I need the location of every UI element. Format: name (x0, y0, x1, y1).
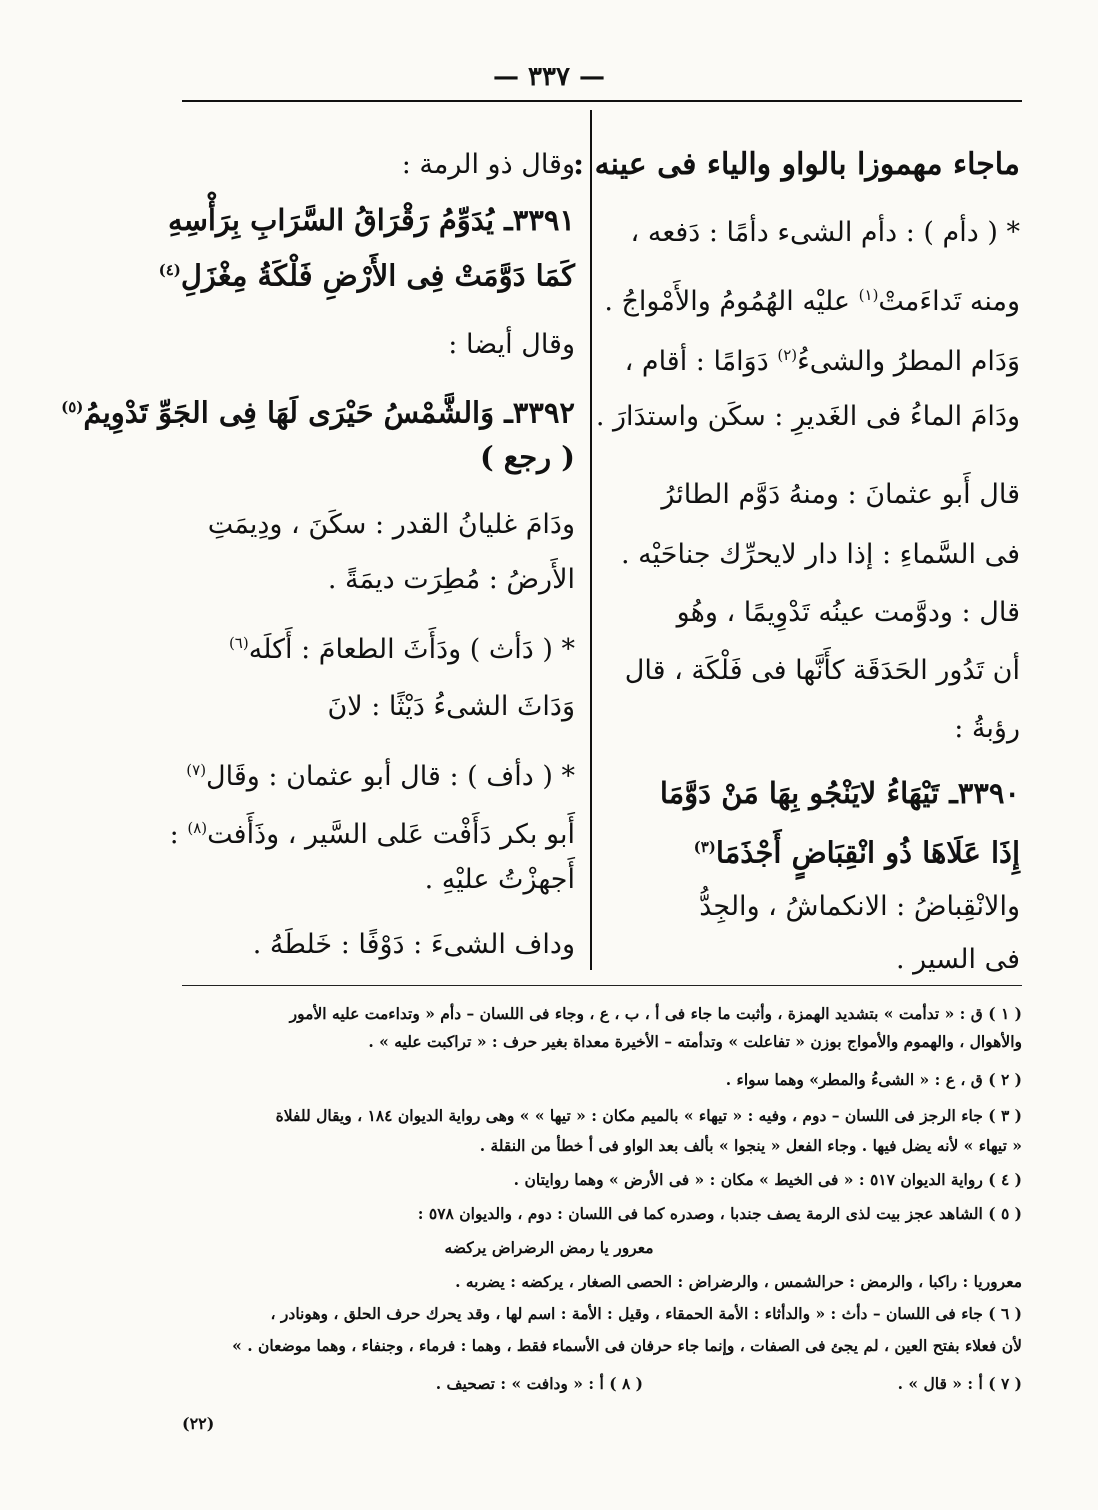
footnote-line: ( ٧ ) أ : « قال » . (897, 1374, 1022, 1393)
footnote-line: ( ٨ ) أ : « ودافت » : تصحيف . (435, 1374, 643, 1393)
text-segment: كَمَا دَوَّمَتْ فِى الأَرْضِ فَلْكَةُ مِغْزَلِ (180, 258, 575, 293)
footnote-line: ( ٦ ) جاء فى اللسان – دأث : « والدأثاء : الأمة الحمقاء ، وقيل : الأمة : اسم لها ، وقد يحرك حرف الحلق ، وهونادر ، (270, 1304, 1022, 1323)
printer-signature: (٢٢) (182, 1414, 215, 1433)
footnote-line: والأهوال ، والهموم والأمواج بوزن « تفاعلت » وتدأمته – الأخيرة معداة بغير حرف : « تراكبت عليه » . (368, 1032, 1022, 1051)
text-segment: إِذَا عَلَاهَا ذُو انْقِبَاضٍ أَجْذَمَا (715, 835, 1020, 870)
footnote-ref: (١) (858, 286, 879, 304)
footnote-line: ( ١ ) ق : « تدأمت » بتشديد الهمزة ، وأثبت ما جاء فى أ ، ب ، ع ، وجاء فى اللسان – دأم « وتداءمت عليه الأمور (289, 1004, 1022, 1023)
footnotes-rule (182, 985, 1022, 986)
footnote-ref: (٣) (693, 838, 716, 856)
column-divider (590, 110, 592, 970)
text-line: فى السير . (895, 944, 1020, 975)
footnote-line: ( ٣ ) جاء الرجز فى اللسان – دوم ، وفيه : « تيهاء » بالميم مكان : « تيها » » وهى رواية الديوان ١٨٤ ، ويقال للفلاة (275, 1106, 1022, 1125)
text-line: ودَامَ الماءُ فى الغَديرِ : سكَن واستدَارَ . (595, 401, 1020, 432)
verse-line (61, 387, 575, 433)
footnote-line: ( ٥ ) الشاهد عجز بيت لذى الرمة يصف جندبا ، وصدره كما فى اللسان : دوم ، والديوان ٥٧٨ : (417, 1204, 1022, 1223)
text-line: أَجهزْتُ عليْهِ . (424, 864, 575, 895)
footnote-line: ( ٤ ) رواية الديوان ٥١٧ : « فى الخيط » مكان : « فى الأرض » وهما روايتان . (513, 1170, 1022, 1189)
text-line: فى السَّماءِ : إذا دار لايحرِّك جناحَيْه . (621, 539, 1020, 570)
text-segment: : (169, 819, 179, 850)
text-segment: عليْه الهُمُومُ والأَمْواجُ . (604, 286, 851, 317)
section-marker: ( رجع ) (479, 440, 575, 474)
footnote-ref: (٧) (186, 761, 207, 779)
text-line (604, 275, 1020, 322)
footnote-line: لأن فعلاء بفتح العين ، لم يجئ فى الصفات ، وإنما جاء حرفان فى الأسماء فقط ، وهما : فرماء ، وجنفاء ، وهما موضعان . » (232, 1336, 1022, 1355)
text-segment: دَوَامًا : أقام ، (624, 346, 769, 377)
footnote-ref: (٦) (228, 634, 249, 652)
text-line: وقال ذو الرمة : (401, 149, 575, 180)
section-heading: ماجاء مهموزا بالواو والياء فى عينه : (573, 147, 1020, 182)
text-line: أن تَدُور الحَدَقَة كأَنَّها فى فَلْكَة ، قال (624, 655, 1020, 686)
text-line: وقال أيضا : (448, 329, 575, 360)
text-line: الأَرضُ : مُطِرَت ديمَةً . (327, 564, 575, 595)
text-segment: أَبو بكر دَأَفْت عَلى السَّير ، وذَأَفت (207, 819, 575, 850)
text-line (186, 750, 575, 797)
text-line: والانْقِباضُ : الانكماشُ ، والجِدُّ (699, 891, 1020, 922)
footnote-line: معروريا : راكبا ، والرمض : حرالشمس ، والرضراض : الحصى الصغار ، يركضه : يضربه . (455, 1272, 1022, 1291)
footnote-line: ( ٢ ) ق ، ع : « الشىءُ والمطر» وهما سواء . (725, 1070, 1022, 1089)
text-line (229, 623, 575, 670)
verse-line (694, 827, 1020, 873)
header-rule (182, 100, 1022, 102)
text-line: رؤبةُ : (954, 713, 1020, 744)
text-line (625, 335, 1020, 382)
verse-line: ٣٣٩٠ـ تَيْهَاءُ لايَنْجُو بِهَا مَنْ دَوَّمَا (659, 776, 1020, 810)
text-line: * ( دأم ) : دأم الشىء دأمًا : دَفعه ، (630, 217, 1020, 248)
text-segment: * ( دأف ) : قال أبو عثمان : وقَال (206, 761, 575, 792)
page-number: — ٣٣٧ — (492, 62, 606, 92)
footnote-ref: (٢) (777, 346, 798, 364)
text-line: ودَامَ غليانُ القدر : سكَنَ ، ودِيمَتِ (207, 509, 575, 540)
verse-line (159, 250, 575, 296)
text-line: وداف الشىءَ : دَوْفًا : خَلطَهُ . (252, 929, 575, 960)
text-segment: وَدَام المطرُ والشىءُ (797, 346, 1020, 377)
text-line: وَدَاثَ الشىءُ دَيْثًا : لانَ (327, 691, 575, 722)
text-line (170, 808, 575, 855)
footnote-line: « تيهاء » لأنه يضل فيها . وجاء الفعل « ينجوا » بألف بعد الواو فى أ خطأ من النقلة . (479, 1136, 1022, 1155)
footnote-ref: (٨) (187, 819, 208, 837)
text-segment: * ( دَأث ) ودَأَثَ الطعامَ : أَكلَه (248, 634, 575, 665)
text-line: قال أَبو عثمانَ : ومنهُ دَوَّم الطائرُ (661, 479, 1020, 510)
verse-line: ٣٣٩١ـ يُدَوِّمُ رَقْرَاقُ السَّرَابِ بِرَأْسِهِ (168, 203, 575, 237)
footnote-verse: معرور يا رمض الرضراض يركضه (444, 1238, 654, 1257)
text-segment: ٣٣٩٢ـ وَالشَّمْسُ حَيْرَى لَهَا فِى الجَوِّ تَدْوِيمُ (83, 395, 575, 430)
footnote-ref: (٥) (61, 398, 84, 416)
footnote-ref: (٤) (158, 261, 181, 279)
text-segment: ومنه تَداءَمتْ (878, 286, 1020, 317)
text-line: قال : ودوَّمت عينُه تَدْوِيمًا ، وهُو (676, 597, 1020, 628)
